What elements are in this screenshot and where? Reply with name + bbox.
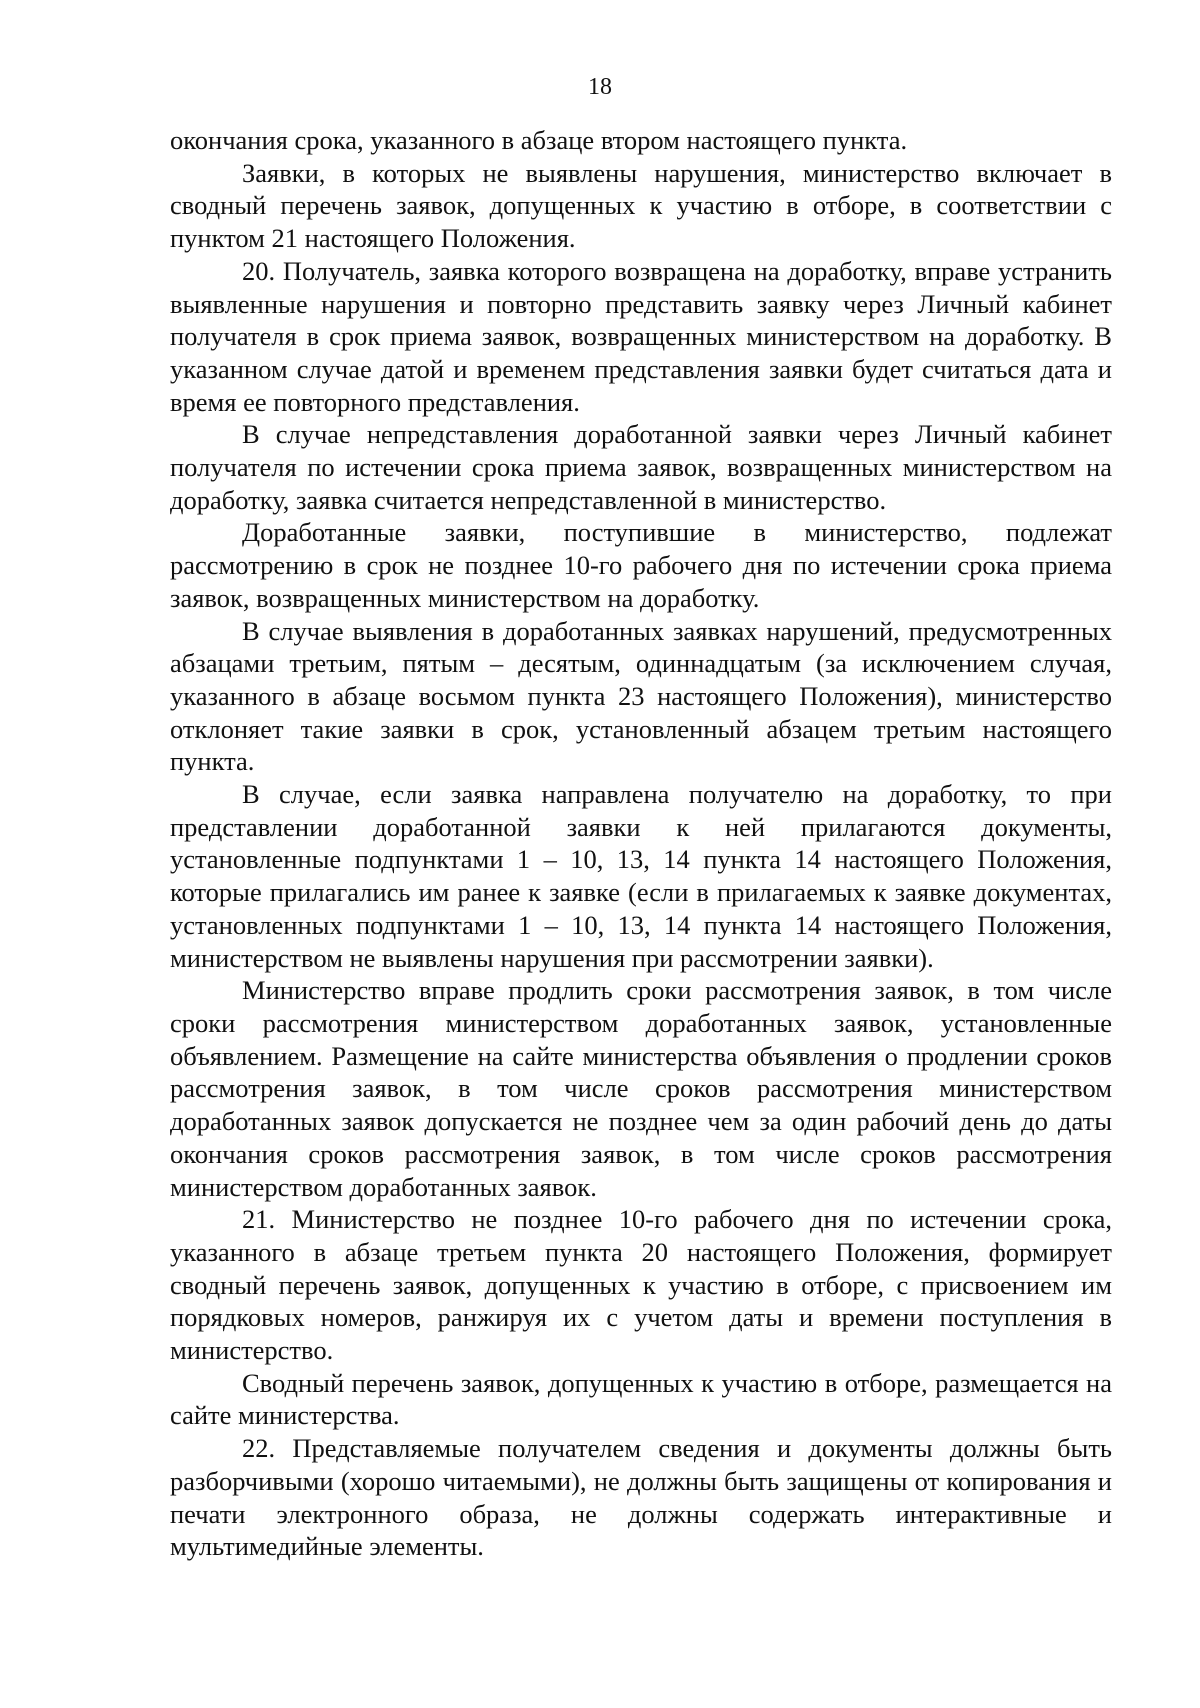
paragraph: Заявки, в которых не выявлены нарушения, министерство включает в сводный перечень заявок, допущенных к участию в отборе, в соответствии с пунктом 21 настоящего Положения. [170, 157, 1112, 254]
document-body [170, 124, 1112, 1563]
paragraph: В случае непредставления доработанной заявки через Личный кабинет получателя по истечении срока приема заявок, возвращенных министерством на доработку, заявка считается непредставленной в министерство. [170, 419, 1112, 515]
paragraph: Сводный перечень заявок, допущенных к участию в отборе, размещается на сайте министерства. [170, 1367, 1112, 1431]
paragraph: В случае выявления в доработанных заявках нарушений, предусмотренных абзацами третьим, пятым – десятым, одиннадцатым (за исключением случая, указанного в абзаце восьмом пункта 23 настоящего Положения), министерство отклоняет такие заявки в срок, установленный абзацем третьим настоящего пункта. [170, 615, 1112, 777]
paragraph-item-20: 20. Получатель, заявка которого возвращена на доработку, вправе устранить выявленные нарушения и повторно представить заявку через Личный кабинет получателя в срок приема заявок, возвращенных министерством на доработку. В указанном случае датой и временем представления заявки будет считаться дата и время ее повторного представления. [170, 255, 1112, 417]
paragraph-continuation: окончания срока, указанного в абзаце втором настоящего пункта. [170, 125, 908, 155]
page-number: 18 [588, 74, 612, 100]
paragraph: Доработанные заявки, поступившие в министерство, подлежат рассмотрению в срок не позднее 10-го рабочего дня по истечении срока приема заявок, возвращенных министерством на доработку. [170, 517, 1112, 613]
paragraph: Министерство вправе продлить сроки рассмотрения заявок, в том числе сроки рассмотрения министерством доработанных заявок, установленные объявлением. Размещение на сайте министерства объявления о продлении сроков рассмотрения заявок, в том числе сроков рассмотрения министерством доработанных заявок допускается не позднее чем за один рабочий день до даты окончания сроков рассмотрения заявок, в том числе сроков рассмотрения министерством доработанных заявок. [170, 975, 1112, 1202]
paragraph-item-22: 22. Представляемые получателем сведения и документы должны быть разборчивыми (хорошо читаемыми), не должны быть защищены от копирования и печати электронного образа, не должны содержать интерактивные и мультимедийные элементы. [170, 1433, 1112, 1562]
paragraph-item-21: 21. Министерство не позднее 10-го рабочего дня по истечении срока, указанного в абзаце третьем пункта 20 настоящего Положения, формирует сводный перечень заявок, допущенных к участию в отборе, с присвоением им порядковых номеров, ранжируя их с учетом даты и времени поступления в министерство. [170, 1204, 1112, 1366]
paragraph: В случае, если заявка направлена получателю на доработку, то при представлении доработанной заявки к ней прилагаются документы, установленные подпунктами 1 – 10, 13, 14 пункта 14 настоящего Положения, которые прилагались им ранее к заявке (если в прилагаемых к заявке документах, установленных подпунктами 1 – 10, 13, 14 пункта 14 настоящего Положения, министерством не выявлены нарушения при рассмотрении заявки). [170, 779, 1112, 973]
